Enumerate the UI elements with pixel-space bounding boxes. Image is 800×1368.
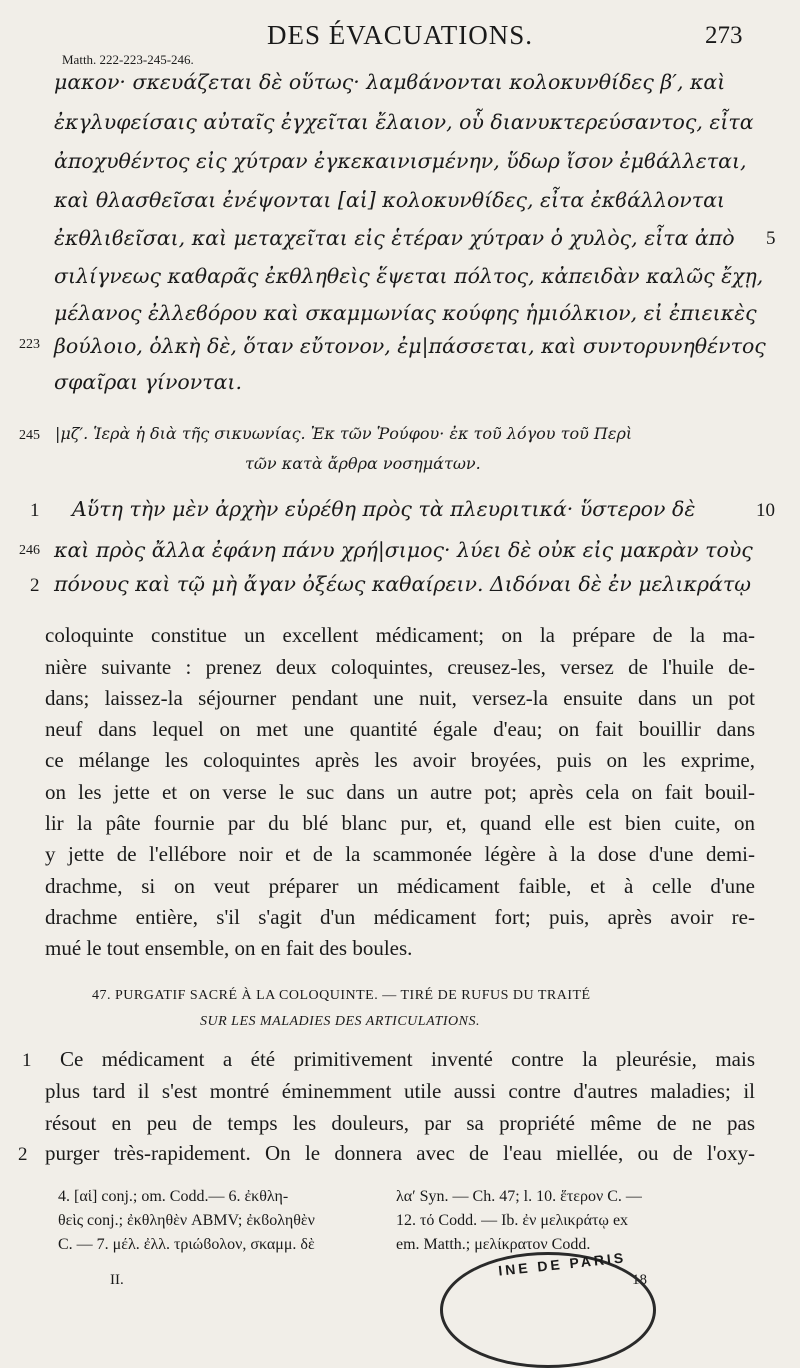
line-number-margin: 2	[30, 575, 40, 596]
french-line: Ce médicament a été primitivement inventé contre la pleurésie, mais	[60, 1047, 755, 1071]
greek-line: ἐκθλιϐεῖσαι, καὶ μεταχεῖται εἰς ἑτέραν χύτραν ὁ χυλὸς, εἶτα ἀπὸ	[54, 226, 735, 250]
edition-page-margin: 246	[19, 543, 40, 558]
french-line: drachme entière, s'il s'agit d'un médicament fort; puis, après avoir re-	[45, 905, 755, 929]
french-line: drachme, si on veut préparer un médicament faible, et à celle d'une	[45, 874, 755, 898]
french-line: y jette de l'ellébore noir et de la scammonée légère à la dose d'une demi-	[45, 842, 755, 866]
greek-line: Αὕτη τὴν μὲν ἀρχὴν εὑρέθη πρὸς τὰ πλευριτικά· ὕστερον δὲ	[72, 497, 696, 521]
french-line: purger très-rapidement. On le donnera avec de l'eau miellée, ou de l'oxy-	[45, 1141, 755, 1165]
library-stamp-text: INE DE PARIS	[497, 1249, 627, 1279]
french-line: on les jette et on verse le suc dans un autre pot; après cela on fait bouil-	[45, 780, 755, 804]
volume-signature: II.	[110, 1272, 124, 1288]
line-number-margin: 10	[756, 500, 775, 521]
french-line: plus tard il s'est montré éminemment utile aussi contre d'autres maladies; il	[45, 1079, 755, 1103]
french-line: résout en peu de temps les douleurs, par sa propriété même de ne pas	[45, 1111, 755, 1135]
greek-line: σιλίγνεως καθαρᾶς ἐκθληθεὶς ἕψεται πόλτος, κἀπειδὰν καλῶς ἔχῃ,	[54, 264, 764, 288]
sheet-signature: 18	[632, 1272, 647, 1288]
greek-line: μακον· σκευάζεται δὲ οὕτως· λαμϐάνονται κολοκυνθίδες β′, καὶ	[54, 70, 726, 94]
line-number-margin: 2	[18, 1144, 28, 1165]
footnote-line: θεὶς conj.; ἐκθληθὲν ABMV; ἐκϐοληθὲν	[58, 1212, 315, 1229]
french-line: ce mélange les coloquintes après les avoir broyées, puis on les exprime,	[45, 748, 755, 772]
greek-chapter-heading: τῶν κατὰ ἄρθρα νοσημάτων.	[245, 454, 481, 473]
page-number: 273	[705, 22, 743, 49]
footnote-line: 12. τό Codd. — Ib. ἐν μελικράτῳ ex	[396, 1212, 629, 1229]
running-header-title: DES ÉVACUATIONS.	[266, 20, 534, 50]
french-line: neuf dans lequel on met une quantité égale d'eau; on fait bouillir dans	[45, 717, 755, 741]
french-line: mué le tout ensemble, on en fait des boules.	[45, 936, 413, 960]
french-line: coloquinte constitue un excellent médicament; on la prépare de la ma-	[45, 623, 755, 647]
greek-line: ἐκγλυφείσαις αὐταῖς ἐγχεῖται ἔλαιον, οὗ διανυκτερεύσαντος, εἶτα	[54, 110, 754, 134]
footnote-line: 4. [αἱ] conj.; om. Codd.— 6. ἐκθλη-	[58, 1188, 289, 1205]
french-chapter-heading: SUR LES MALADIES DES ARTICULATIONS.	[200, 1014, 480, 1029]
french-line: nière suivante : prenez deux coloquintes, creusez-les, versez de l'huile de-	[45, 655, 755, 679]
greek-chapter-heading: |μζ′. Ἱερὰ ἡ διὰ τῆς σικυωνίας. Ἐκ τῶν Ῥούφου· ἐκ τοῦ λόγου τοῦ Περὶ	[55, 424, 633, 443]
greek-line: βούλοιο, ὁλκὴ δὲ, ὅταν εὔτονον, ἐμ|πάσσεται, καὶ συντορυνηθέντος	[54, 334, 766, 358]
french-chapter-heading: 47. PURGATIF SACRÉ À LA COLOQUINTE. — TIRÉ DE RUFUS DU TRAITÉ	[92, 988, 591, 1003]
greek-line: καὶ θλασθεῖσαι ἐνέψονται [αἱ] κολοκυνθίδες, εἶτα ἐκϐάλλονται	[54, 188, 725, 212]
footnote-line: em. Matth.; μελίκρατον Codd.	[396, 1236, 591, 1253]
footnote-line: C. — 7. μέλ. ἐλλ. τριώϐολον, σκαμμ. δὲ	[58, 1236, 315, 1253]
line-number-margin: 1	[30, 500, 40, 521]
line-number-margin: 1	[22, 1050, 32, 1071]
edition-reference: Matth. 222-223-245-246.	[62, 52, 194, 67]
greek-line: ἀποχυθέντος εἰς χύτραν ἐγκεκαινισμένην, ὕδωρ ἴσον ἐμϐάλλεται,	[54, 149, 747, 173]
greek-line: σφαῖραι γίνονται.	[54, 370, 242, 394]
greek-line: μέλανος ἐλλεϐόρου καὶ σκαμμωνίας κούφης ἡμιόλκιον, εἰ ἐπιεικὲς	[54, 301, 757, 325]
greek-line: πόνους καὶ τῷ μὴ ἄγαν ὀξέως καθαίρειν. Διδόναι δὲ ἐν μελικράτῳ	[54, 572, 751, 596]
french-line: lir la pâte fournie par du blé blanc pur, et, quand elle est bien cuite, on	[45, 811, 755, 835]
line-number-margin: 5	[766, 228, 776, 249]
footnote-line: λα′ Syn. — Ch. 47; l. 10. ἕτερον C. —	[396, 1188, 642, 1205]
edition-page-margin: 245	[19, 428, 40, 443]
edition-page-margin: 223	[19, 337, 40, 352]
greek-line: καὶ πρὸς ἄλλα ἐφάνη πάνυ χρή|σιμος· λύει δὲ οὐκ εἰς μακρὰν τοὺς	[54, 538, 753, 562]
french-line: dans; laissez-la séjourner pendant une nuit, versez-la ensuite dans un pot	[45, 686, 755, 710]
